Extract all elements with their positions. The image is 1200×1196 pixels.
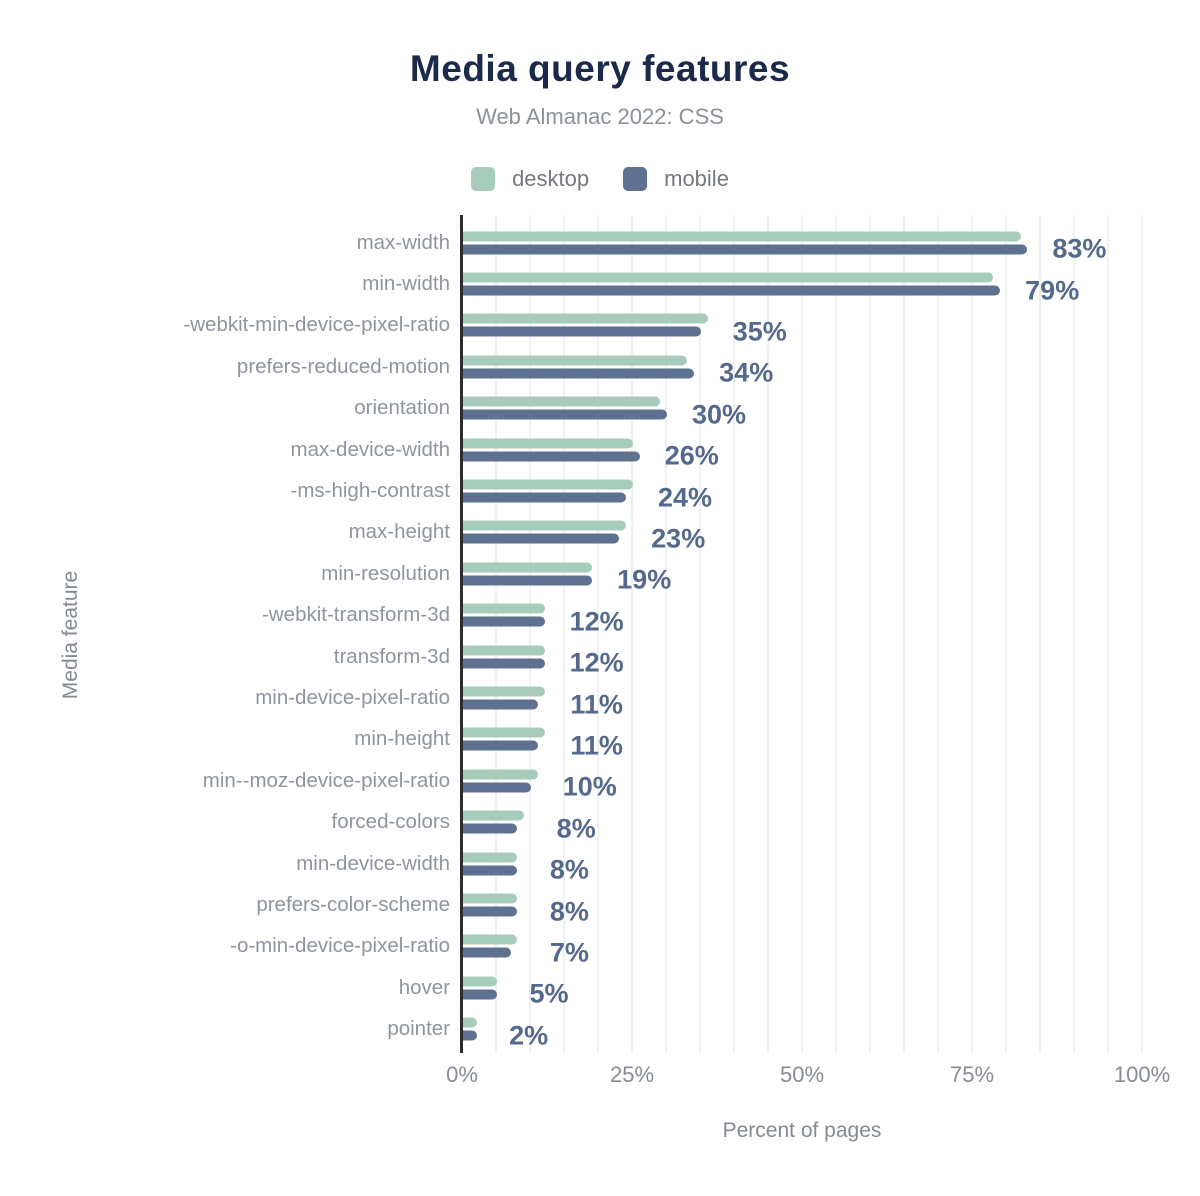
value-label: 8% bbox=[549, 854, 589, 885]
desktop-bar bbox=[463, 562, 592, 572]
x-tick-label: 75% bbox=[949, 1062, 995, 1087]
mobile-bar bbox=[463, 617, 545, 627]
x-axis-ticks bbox=[0, 1062, 1200, 1090]
category-label: -webkit-min-device-pixel-ratio bbox=[183, 313, 450, 337]
desktop-bar bbox=[463, 1018, 477, 1028]
mobile-bar bbox=[463, 451, 640, 461]
legend-item-mobile[interactable] bbox=[623, 166, 729, 192]
category-label: transform-3d bbox=[333, 644, 450, 668]
category-label: prefers-reduced-motion bbox=[236, 354, 450, 378]
value-label: 23% bbox=[651, 523, 706, 554]
mobile-bar bbox=[463, 244, 1027, 254]
bar-pair bbox=[463, 935, 517, 958]
desktop-bar bbox=[463, 852, 517, 862]
chart-row bbox=[0, 802, 1200, 843]
bar-pair bbox=[463, 231, 1027, 254]
mobile-bar bbox=[463, 948, 511, 958]
bar-pair bbox=[463, 521, 626, 544]
legend-label: mobile bbox=[664, 166, 729, 191]
category-label: min-device-width bbox=[296, 851, 450, 875]
value-label: 7% bbox=[549, 937, 589, 968]
value-label: 11% bbox=[570, 689, 623, 720]
mobile-bar bbox=[463, 368, 694, 378]
value-label: 79% bbox=[1025, 275, 1080, 306]
chart-row bbox=[0, 595, 1200, 636]
mobile-bar bbox=[463, 741, 538, 751]
legend-swatch-mobile bbox=[623, 167, 647, 191]
desktop-bar bbox=[463, 645, 545, 655]
bar-pair bbox=[463, 355, 694, 378]
legend-swatch-desktop bbox=[471, 167, 495, 191]
category-label: min--moz-device-pixel-ratio bbox=[202, 768, 450, 792]
chart-row bbox=[0, 305, 1200, 346]
category-label: max-width bbox=[356, 230, 450, 254]
bar-pair bbox=[463, 438, 640, 461]
mobile-bar bbox=[463, 410, 667, 420]
category-label: pointer bbox=[387, 1017, 450, 1041]
desktop-bar bbox=[463, 480, 633, 490]
chart-row bbox=[0, 884, 1200, 925]
chart-row bbox=[0, 926, 1200, 967]
value-label: 19% bbox=[617, 564, 672, 595]
mobile-bar bbox=[463, 534, 619, 544]
chart-row bbox=[0, 843, 1200, 884]
desktop-bar bbox=[463, 811, 524, 821]
value-label: 5% bbox=[529, 978, 569, 1009]
bar-pair bbox=[463, 562, 592, 585]
desktop-bar bbox=[463, 521, 626, 531]
bar-pair bbox=[463, 314, 708, 337]
category-label: hover bbox=[398, 975, 450, 999]
mobile-bar bbox=[463, 989, 497, 999]
chart-subtitle: Web Almanac 2022: CSS bbox=[476, 104, 724, 129]
mobile-bar bbox=[463, 824, 517, 834]
category-label: max-device-width bbox=[290, 437, 450, 461]
bar-pair bbox=[463, 769, 538, 792]
chart-row bbox=[0, 429, 1200, 470]
chart-row bbox=[0, 222, 1200, 263]
bar-pair bbox=[463, 976, 497, 999]
category-label: min-resolution bbox=[321, 561, 450, 585]
value-label: 2% bbox=[509, 1020, 549, 1051]
chart-row bbox=[0, 263, 1200, 304]
desktop-bar bbox=[463, 894, 517, 904]
value-label: 8% bbox=[549, 896, 589, 927]
category-label: -webkit-transform-3d bbox=[262, 603, 450, 627]
value-label: 24% bbox=[657, 482, 713, 513]
legend-label: desktop bbox=[512, 166, 590, 191]
bar-pair bbox=[463, 273, 1000, 296]
desktop-bar bbox=[463, 935, 517, 945]
bar-pair bbox=[463, 397, 667, 420]
legend-item-desktop[interactable] bbox=[471, 166, 589, 192]
value-label: 8% bbox=[556, 813, 596, 844]
value-label: 11% bbox=[570, 730, 623, 761]
value-label: 26% bbox=[664, 440, 719, 471]
chart-row bbox=[0, 346, 1200, 387]
mobile-bar bbox=[463, 493, 626, 503]
desktop-bar bbox=[463, 728, 545, 738]
bar-pair bbox=[463, 1018, 477, 1041]
mobile-bar bbox=[463, 327, 701, 337]
value-label: 12% bbox=[569, 647, 624, 678]
bar-pair bbox=[463, 894, 517, 917]
category-label: max-height bbox=[348, 520, 450, 544]
chart-title: Media query features bbox=[409, 48, 791, 89]
chart-row bbox=[0, 719, 1200, 760]
mobile-bar bbox=[463, 782, 531, 792]
value-label: 12% bbox=[569, 606, 624, 637]
category-label: min-height bbox=[354, 727, 450, 751]
desktop-bar bbox=[463, 438, 633, 448]
desktop-bar bbox=[463, 769, 538, 779]
mobile-bar bbox=[463, 865, 517, 875]
mobile-bar bbox=[463, 286, 1000, 296]
chart-row bbox=[0, 636, 1200, 677]
category-label: forced-colors bbox=[331, 810, 450, 834]
y-axis-title: Media feature bbox=[59, 570, 82, 700]
x-axis-title: Percent of pages bbox=[722, 1119, 882, 1142]
x-tick-label: 100% bbox=[1113, 1062, 1171, 1087]
category-label: -ms-high-contrast bbox=[290, 479, 450, 503]
desktop-bar bbox=[463, 604, 545, 614]
mobile-bar bbox=[463, 1031, 477, 1041]
bar-pair bbox=[463, 645, 545, 668]
value-label: 10% bbox=[562, 771, 617, 802]
value-label: 35% bbox=[732, 316, 787, 347]
mobile-bar bbox=[463, 700, 538, 710]
desktop-bar bbox=[463, 231, 1021, 241]
chart-row bbox=[0, 553, 1200, 594]
bar-pair bbox=[463, 687, 545, 710]
chart-row bbox=[0, 512, 1200, 553]
category-label: -o-min-device-pixel-ratio bbox=[230, 934, 450, 958]
bar-pair bbox=[463, 811, 524, 834]
desktop-bar bbox=[463, 397, 660, 407]
bar-pair bbox=[463, 852, 517, 875]
desktop-bar bbox=[463, 687, 545, 697]
chart-row bbox=[0, 760, 1200, 801]
chart-row bbox=[0, 677, 1200, 718]
chart-row bbox=[0, 967, 1200, 1008]
bar-pair bbox=[463, 604, 545, 627]
chart-row bbox=[0, 470, 1200, 511]
bar-pair bbox=[463, 728, 545, 751]
category-label: prefers-color-scheme bbox=[256, 893, 450, 917]
chart-row bbox=[0, 1009, 1200, 1050]
bar-pair bbox=[463, 480, 633, 503]
desktop-bar bbox=[463, 314, 708, 324]
desktop-bar bbox=[463, 355, 687, 365]
chart-row bbox=[0, 388, 1200, 429]
value-label: 34% bbox=[719, 357, 774, 388]
category-label: min-width bbox=[362, 272, 450, 296]
mobile-bar bbox=[463, 658, 545, 668]
x-tick-label: 25% bbox=[609, 1062, 655, 1087]
value-label: 30% bbox=[691, 399, 747, 430]
category-label: orientation bbox=[354, 396, 450, 420]
mobile-bar bbox=[463, 575, 592, 585]
desktop-bar bbox=[463, 976, 497, 986]
x-tick-label: 0% bbox=[446, 1062, 478, 1087]
value-label: 83% bbox=[1052, 233, 1107, 264]
category-label: min-device-pixel-ratio bbox=[255, 686, 450, 710]
mobile-bar bbox=[463, 907, 517, 917]
x-tick-label: 50% bbox=[779, 1062, 825, 1087]
desktop-bar bbox=[463, 273, 993, 283]
legend bbox=[0, 166, 1200, 192]
